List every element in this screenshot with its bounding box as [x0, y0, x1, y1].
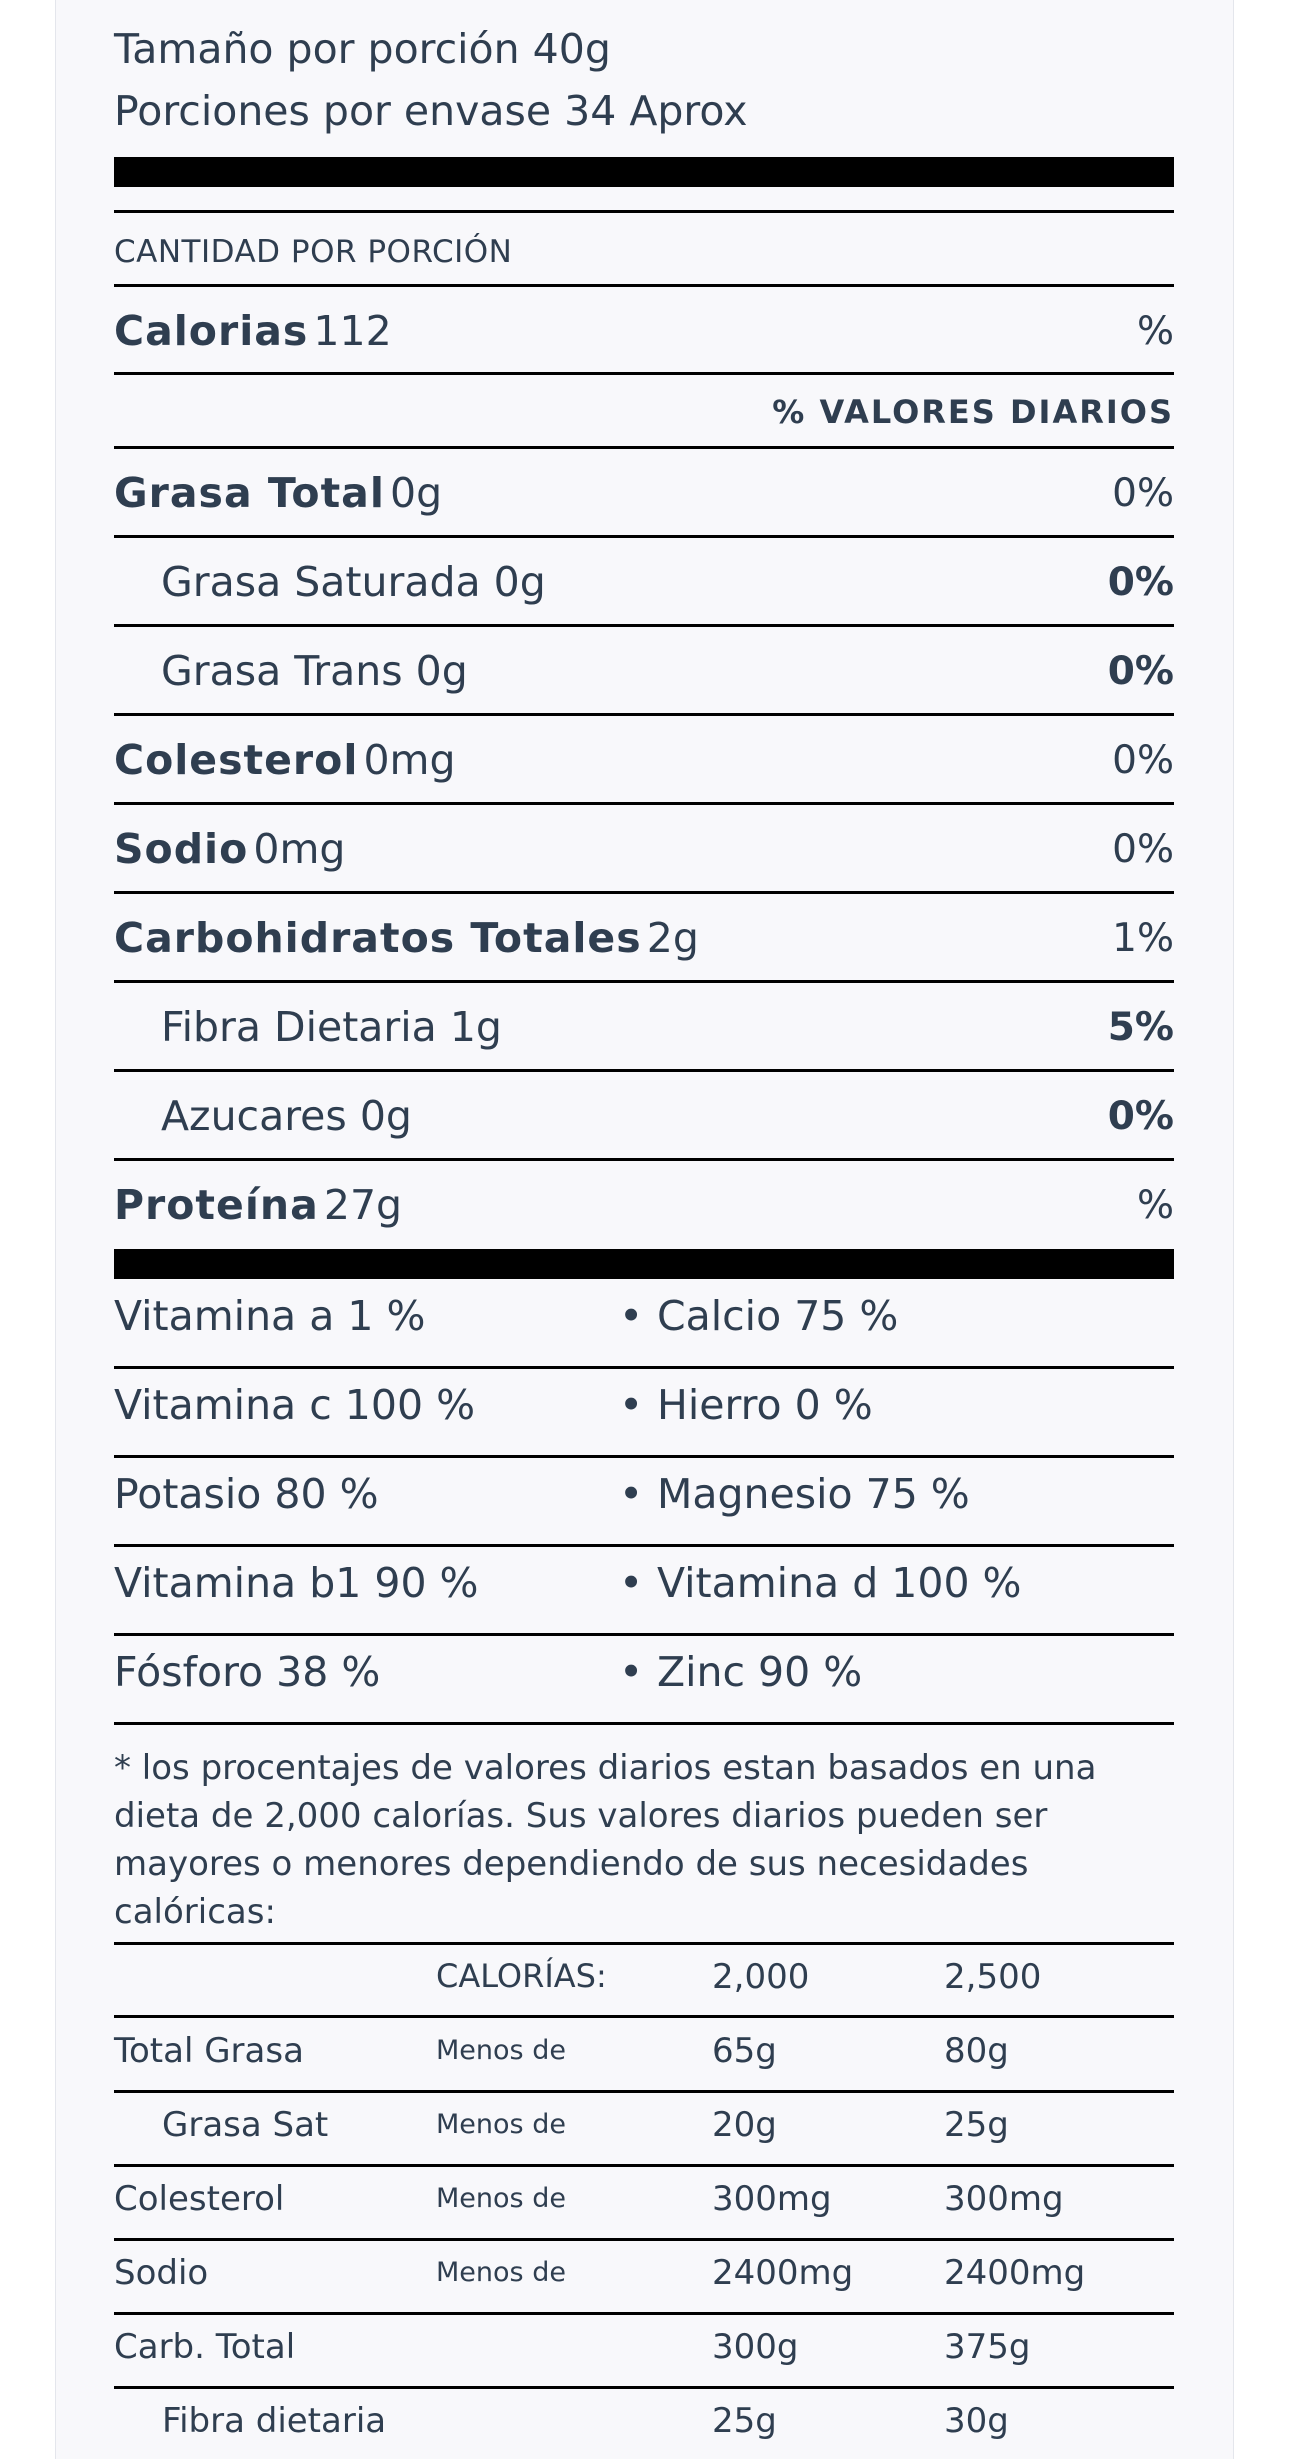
- divider: [114, 2090, 1174, 2093]
- vitamin-row: [114, 1559, 1174, 1629]
- nutrient-amount: 0g: [359, 1092, 412, 1140]
- reference-value-2000: 300mg: [712, 2179, 832, 2219]
- vitamin-right: Calcio 75 %: [657, 1292, 899, 1340]
- divider: [114, 1942, 1174, 1945]
- reference-calories-label: CALORÍAS:: [436, 1957, 607, 1995]
- serving-size: Tamaño por porción 40g: [114, 25, 611, 73]
- reference-value-2500: 25g: [944, 2105, 1009, 2145]
- calories-value: 112: [313, 307, 392, 355]
- vitamin-left: Vitamina b1 90 %: [114, 1559, 479, 1607]
- thick-divider-middle: [114, 1249, 1174, 1279]
- divider: [114, 1633, 1174, 1636]
- vitamin-left: Fósforo 38 %: [114, 1648, 381, 1696]
- nutrient-amount: 0g: [390, 469, 443, 517]
- daily-value-header: [114, 376, 1174, 448]
- bullet: •: [619, 1559, 644, 1607]
- calories-label: Calorias: [114, 307, 309, 355]
- nutrient-name: Carbohidratos Totales: [114, 914, 642, 962]
- nutrient-dv: 0%: [1107, 559, 1174, 605]
- nutrient-amount: 0mg: [363, 736, 456, 784]
- reference-calories-2500: 2,500: [944, 1957, 1042, 1997]
- vitamin-row: [114, 1381, 1174, 1451]
- reference-value-2500: 300mg: [944, 2179, 1064, 2219]
- divider: [114, 372, 1174, 375]
- divider: [114, 1366, 1174, 1369]
- divider: [114, 2312, 1174, 2315]
- daily-value-header-label: % VALORES DIARIOS: [772, 393, 1174, 431]
- vitamin-left: Vitamina c 100 %: [114, 1381, 476, 1429]
- nutrient-name: Sodio: [114, 825, 249, 873]
- divider: [114, 2164, 1174, 2167]
- vitamin-row: [114, 1292, 1174, 1362]
- divider: [114, 1722, 1174, 1725]
- nutrient-dv: 0%: [1112, 737, 1174, 783]
- reference-value-2500: 375g: [944, 2327, 1031, 2367]
- nutrient-dv: 0%: [1107, 1093, 1174, 1139]
- nutrient-row: [114, 1072, 1174, 1160]
- reference-nutrient: Carb. Total: [114, 2327, 296, 2367]
- amount-per-serving-header: [114, 220, 1174, 284]
- vitamin-right: Hierro 0 %: [657, 1381, 873, 1429]
- bullet: •: [619, 1470, 644, 1518]
- reference-nutrient: Sodio: [114, 2253, 209, 2293]
- nutrient-amount: 0g: [415, 647, 468, 695]
- reference-qualifier: Menos de: [436, 2183, 566, 2214]
- nutrient-name: Colesterol: [114, 736, 359, 784]
- divider: [114, 210, 1174, 213]
- nutrient-dv: 0%: [1112, 826, 1174, 872]
- nutrient-row: [114, 894, 1174, 982]
- vitamin-right: Vitamina d 100 %: [657, 1559, 1022, 1607]
- nutrient-amount: 0mg: [253, 825, 346, 873]
- reference-qualifier: Menos de: [436, 2109, 566, 2140]
- divider: [114, 284, 1174, 287]
- divider: [114, 2238, 1174, 2241]
- reference-value-2000: 300g: [712, 2327, 799, 2367]
- divider: [114, 1455, 1174, 1458]
- nutrient-dv: 0%: [1107, 648, 1174, 694]
- nutrient-amount: 1g: [449, 1003, 502, 1051]
- reference-calories-2000: 2,000: [712, 1957, 810, 1997]
- vitamin-left: Potasio 80 %: [114, 1470, 379, 1518]
- reference-nutrient: Total Grasa: [114, 2031, 304, 2071]
- footnote: * los procentajes de valores diarios estan basados en una dieta de 2,000 calorías. Sus valores diarios pueden ser mayores o menores dependiendo de sus necesidades calóricas:: [114, 1748, 1097, 1932]
- vitamin-right: Magnesio 75 %: [657, 1470, 970, 1518]
- reference-value-2000: 65g: [712, 2031, 777, 2071]
- reference-value-2000: 20g: [712, 2105, 777, 2145]
- thick-divider-top: [114, 157, 1174, 187]
- nutrient-row: [114, 1161, 1174, 1249]
- bullet: •: [619, 1648, 644, 1696]
- nutrient-row: [114, 538, 1174, 626]
- servings-per-container: Porciones por envase 34 Aprox: [114, 87, 748, 135]
- nutrient-amount: 27g: [323, 1181, 403, 1229]
- reference-row: [114, 2401, 1174, 2459]
- reference-value-2500: 30g: [944, 2401, 1009, 2441]
- nutrient-name: Grasa Saturada: [161, 558, 481, 606]
- reference-value-2000: 25g: [712, 2401, 777, 2441]
- divider: [114, 1544, 1174, 1547]
- nutrient-row: [114, 627, 1174, 715]
- nutrient-amount: 0g: [493, 558, 546, 606]
- reference-qualifier: Menos de: [436, 2035, 566, 2066]
- calories-row: [114, 290, 1174, 372]
- reference-value-2500: 80g: [944, 2031, 1009, 2071]
- nutrient-row: [114, 716, 1174, 804]
- vitamin-left: Vitamina a 1 %: [114, 1292, 426, 1340]
- vitamin-right: Zinc 90 %: [657, 1648, 863, 1696]
- nutrient-name: Proteína: [114, 1181, 319, 1229]
- vitamin-row: [114, 1470, 1174, 1540]
- divider: [114, 2015, 1174, 2018]
- amount-per-serving-label: CANTIDAD POR PORCIÓN: [114, 234, 513, 270]
- nutrient-dv: 5%: [1107, 1004, 1174, 1050]
- nutrient-name: Azucares: [161, 1092, 347, 1140]
- calories-dv: %: [1136, 308, 1174, 354]
- nutrient-row: [114, 449, 1174, 537]
- nutrient-name: Grasa Total: [114, 469, 385, 517]
- nutrient-amount: 2g: [646, 914, 699, 962]
- bullet: •: [619, 1381, 644, 1429]
- reference-value-2000: 2400mg: [712, 2253, 854, 2293]
- bullet: •: [619, 1292, 644, 1340]
- divider: [114, 2386, 1174, 2389]
- nutrient-row: [114, 805, 1174, 893]
- reference-value-2500: 2400mg: [944, 2253, 1086, 2293]
- nutrient-dv: 1%: [1112, 915, 1174, 961]
- nutrient-row: [114, 983, 1174, 1071]
- nutrient-dv: %: [1136, 1182, 1174, 1228]
- reference-nutrient: Fibra dietaria: [162, 2401, 387, 2441]
- reference-nutrient: Grasa Sat: [162, 2105, 329, 2145]
- nutrient-dv: 0%: [1112, 470, 1174, 516]
- reference-nutrient: Colesterol: [114, 2179, 285, 2219]
- nutrient-name: Fibra Dietaria: [161, 1003, 437, 1051]
- nutrient-name: Grasa Trans: [161, 647, 403, 695]
- vitamin-row: [114, 1648, 1174, 1718]
- reference-qualifier: Menos de: [436, 2257, 566, 2288]
